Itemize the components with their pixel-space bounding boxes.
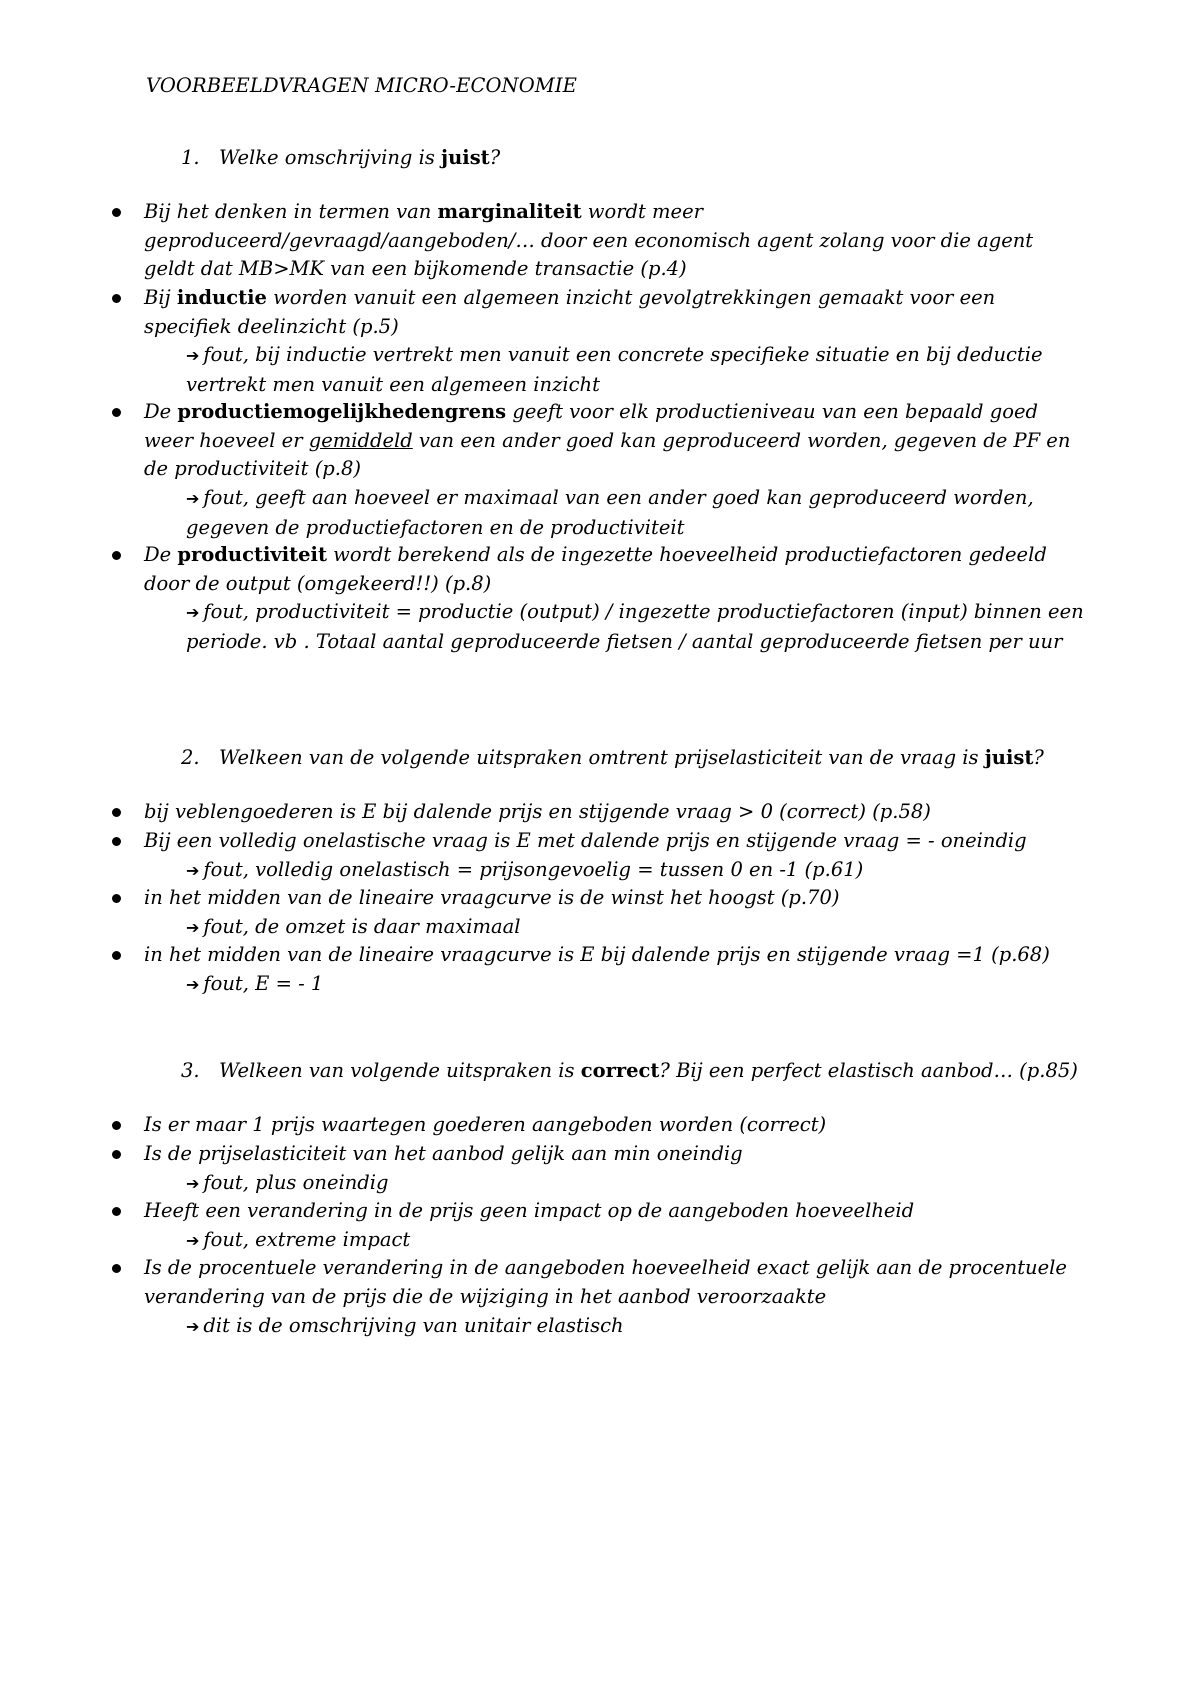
answer-note: ➔ fout, plus oneindig xyxy=(186,1171,389,1194)
question-text: Welke omschrijving is xyxy=(219,146,442,169)
list-item-text: Bij een volledig onelastische vraag is E met dalende prijs en stijgende vraag = - oneindig xyxy=(144,829,1027,852)
question-number: 3. xyxy=(181,1059,200,1082)
list-item-text: De productiemogelijkhedengrens geeft voor elk productieniveau van een bepaald goed weer hoeveel er gemiddeld van een ander goed kan geproduceerd worden, gegeven de PF en de productiviteit (p.8) xyxy=(144,400,1071,480)
bullet-icon xyxy=(112,208,121,217)
bullet-icon xyxy=(112,1121,121,1130)
answer-note: ➔ fout, productiviteit = productie (output) / ingezette productiefactoren (input) binnen een periode. vb . Totaal aantal geproduceerde fietsen / aantal geproduceerde fietsen per uur xyxy=(186,600,1084,653)
list-item xyxy=(144,284,1084,341)
list-item-text: Is er maar 1 prijs waartegen goederen aangeboden worden (correct) xyxy=(144,1113,827,1136)
question-text: Welkeen van volgende uitspraken is xyxy=(219,1059,581,1082)
list-item-text: Bij inductie worden vanuit een algemeen inzicht gevolgtrekkingen gemaakt voor een specifiek deelinzicht (p.5) xyxy=(144,286,996,338)
list-item xyxy=(144,198,1084,284)
arrow-right-icon: ➔ xyxy=(186,1174,200,1193)
document-title: VOORBEELDVRAGEN MICRO-ECONOMIE xyxy=(146,74,578,97)
bullet-icon xyxy=(112,894,121,903)
bullet-icon xyxy=(112,837,121,846)
list-item xyxy=(144,941,1084,970)
bullet-icon xyxy=(112,1264,121,1273)
question-emphasis: correct xyxy=(580,1059,660,1082)
question-text-end: ? xyxy=(1033,746,1044,769)
list-item-text: Is de prijselasticiteit van het aanbod gelijk aan min oneindig xyxy=(144,1142,743,1165)
list-item-text: Is de procentuele verandering in de aangeboden hoeveelheid exact gelijk aan de procentuele verandering van de prijs die de wijziging in het aanbod veroorzaakte xyxy=(144,1256,1067,1308)
question-emphasis: juist xyxy=(441,146,490,169)
list-item-text: De productiviteit wordt berekend als de ingezette hoeveelheid productiefactoren gedeeld door de output (omgekeerd!!) (p.8) xyxy=(144,543,1047,595)
question-text-end: ? xyxy=(489,146,501,169)
bullet-icon xyxy=(112,808,121,817)
list-item xyxy=(144,398,1084,484)
question-text: Welkeen van de volgende uitspraken omtrent prijselasticiteit van de vraag is xyxy=(219,746,985,769)
list-item xyxy=(144,798,1084,827)
list-item xyxy=(144,1111,1084,1140)
list-item-text: Heeft een verandering in de prijs geen impact op de aangeboden hoeveelheid xyxy=(144,1199,915,1222)
arrow-right-icon: ➔ xyxy=(186,489,200,508)
question-2 xyxy=(181,746,1044,769)
list-item xyxy=(144,884,1084,913)
arrow-right-icon: ➔ xyxy=(186,346,200,365)
arrow-right-icon: ➔ xyxy=(186,603,200,622)
answer-note: ➔ dit is de omschrijving van unitair elastisch xyxy=(186,1314,624,1337)
arrow-right-icon: ➔ xyxy=(186,1231,200,1250)
bullet-icon xyxy=(112,408,121,417)
arrow-right-icon: ➔ xyxy=(186,918,200,937)
bullet-icon xyxy=(112,551,121,560)
question-number: 2. xyxy=(181,746,200,769)
bullet-icon xyxy=(112,951,121,960)
list-item-text: Bij het denken in termen van marginaliteit wordt meer geproduceerd/gevraagd/aangeboden/… door een economisch agent zolang voor die agent geldt dat MB>MK van een bijkomende transactie (p.4) xyxy=(144,200,1034,280)
answer-note: ➔ fout, de omzet is daar maximaal xyxy=(186,915,521,938)
list-item xyxy=(144,1254,1084,1311)
question-text-end: ? Bij een perfect elastisch aanbod… (p.85) xyxy=(659,1059,1078,1082)
arrow-right-icon: ➔ xyxy=(186,1317,200,1336)
arrow-right-icon: ➔ xyxy=(186,975,200,994)
answer-note: ➔ fout, E = - 1 xyxy=(186,972,324,995)
list-item xyxy=(144,541,1084,598)
bullet-icon xyxy=(112,294,121,303)
bullet-icon xyxy=(112,1150,121,1159)
list-item-text: in het midden van de lineaire vraagcurve is E bij dalende prijs en stijgende vraag =1 (p.68) xyxy=(144,943,1050,966)
list-item-text: bij veblengoederen is E bij dalende prijs en stijgende vraag > 0 (correct) (p.58) xyxy=(144,800,931,823)
list-item xyxy=(144,1197,1084,1226)
list-item-text: in het midden van de lineaire vraagcurve is de winst het hoogst (p.70) xyxy=(144,886,840,909)
question-emphasis: juist xyxy=(984,746,1034,769)
question-1 xyxy=(181,146,500,169)
answer-note: ➔ fout, extreme impact xyxy=(186,1228,411,1251)
answer-note: ➔ fout, volledig onelastisch = prijsongevoelig = tussen 0 en -1 (p.61) xyxy=(186,858,864,881)
answer-note: ➔ fout, bij inductie vertrekt men vanuit een concrete specifieke situatie en bij deductie vertrekt men vanuit een algemeen inzicht xyxy=(186,343,1043,396)
question-number: 1. xyxy=(181,146,200,169)
answer-note: ➔ fout, geeft aan hoeveel er maximaal van een ander goed kan geproduceerd worden, gegeven de productiefactoren en de productiviteit xyxy=(186,486,1034,539)
question-3 xyxy=(181,1059,1078,1082)
list-item xyxy=(144,1140,1084,1169)
bullet-icon xyxy=(112,1207,121,1216)
arrow-right-icon: ➔ xyxy=(186,861,200,880)
list-item xyxy=(144,827,1084,856)
